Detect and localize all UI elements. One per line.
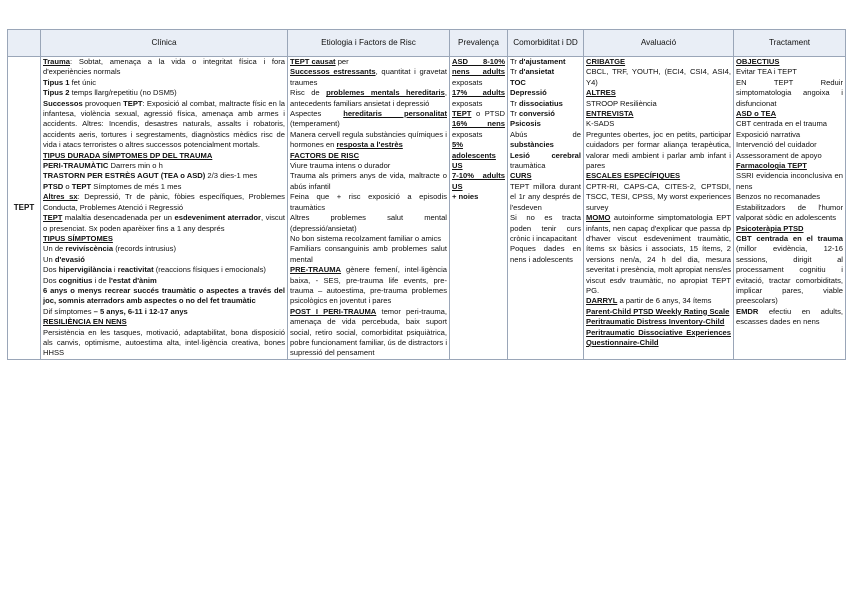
cell-line [510,213,581,244]
cell-line [510,78,581,88]
text-run: , viscut o presenciat. Sx poden aparèixer fins a 1 any després [43,213,285,233]
tractament-cell [734,57,846,360]
text-run: ASD o TEA [736,109,777,119]
text-run: : Depressió, Tr de pànic, fòbies específiques, Problemes Conducta, Problemes Atenció i Regressió [43,192,285,212]
cell-line [736,192,843,202]
text-run: (records intrusius) [113,244,176,254]
text-run: DARRYL [586,296,618,306]
text-run: 7-10% adults US [452,171,505,191]
text-run: hipervigilància [58,265,112,275]
text-run: Successos [43,98,83,108]
text-run: (reaccions físiques i emocionals) [153,265,266,275]
text-run: CBT centrada en el trauma [736,119,828,129]
text-run: Tr [510,109,519,119]
cell-line [586,296,731,306]
text-run: K-SADS [586,119,615,129]
text-run: , antecedents familiars ansietat i depressió [290,88,447,108]
text-run: Psicosis [510,119,541,129]
text-run: Aspectes [290,109,344,119]
cell-line [510,171,581,181]
text-run: – 5 anys, 6-11 i 12-17 anys [93,306,188,316]
header-row [8,30,846,57]
text-run: Trauma [43,57,71,66]
text-run: CBCL, TRF, YOUTH, (ECI4, CSI4, ASI4, Y4) [586,67,731,87]
text-run: traumàtica [510,161,546,171]
text-run: Risc de [290,88,327,98]
text-run: Persistència en les tasques, motivació, adaptabilitat, bona disposició als canvis, optimisme, autoestima alta, intel·ligència creativa, bones HHSS [43,327,285,358]
text-run: TRASTORN PER ESTRÈS AGUT (TEA o ASD) [43,171,206,181]
text-run: l'estat d'ànim [108,275,157,285]
text-run: Exposició narrativa [736,129,801,139]
text-run: Dos [43,275,59,285]
cell-line [586,109,731,119]
text-run: PERI-TRAUMÀTIC [43,161,109,171]
cell-line [586,88,731,98]
text-run: fet únic [69,77,97,87]
text-run: d'evasió [54,254,85,264]
cell-line [736,119,843,129]
cell-line [586,328,731,349]
text-run: exposats [452,77,483,87]
text-run: Lesió cerebral [510,150,581,160]
text-run: Peritraumatic Distress Inventory-Child [586,317,725,327]
text-run: Parent-Child PTSD Weekly Rating Scale [586,306,730,316]
text-run: malaltia desencadenada per un [62,213,175,223]
cell-line [736,203,843,224]
header-comorbiditat: Comorbiditat i DD [508,30,584,57]
text-run: Familiars consanguinis amb problemes salut mental [290,244,447,264]
cell-line [43,286,285,307]
cell-line [290,88,447,109]
text-run: hereditaris personalitat [343,109,447,119]
cell-line [290,213,447,234]
cell-line [510,57,581,67]
cell-line [43,234,285,244]
text-run: Tipus 2 [43,88,70,98]
text-run: o [63,181,72,191]
text-run: Preguntes obertes, joc en petits, participar cuidadors per formar aliança terapèutica, valorar medi ambient i parlar amb infant i pares [586,129,731,171]
cell-line [290,109,447,130]
text-run: Peritraumatic Dissociative Experiences Questionnaire-Child [586,327,731,347]
text-run: d'ajustament [519,57,566,66]
cell-line [510,130,581,151]
text-run: Estabilitzadors de l'humor valporat sòdic en adolescents [736,202,843,223]
cell-line [43,265,285,275]
text-run: per [335,57,349,66]
text-run: Tipus 1 [43,77,70,87]
avaluacio-cell [584,57,734,360]
text-run: autoinforme simptomatologia EPT infants, nen capaç d'explicar que passa dp d'haver viscut esdeveniment traumàtic, ítems sx bàsics i associats, 15 ítems, 2 versions nen/a, 24 h del dia, mesura severitat i presència, molt apropiat nens/es viscut esdv traumàtic, no apropiat TEPT PG. [586,213,731,295]
text-run: ASD 8-10% nens adults [452,57,505,77]
text-run: Trauma als primers anys de vida, maltracte o abús infantil [290,171,447,191]
cell-line [43,317,285,327]
cell-line [510,182,581,213]
cell-line [290,130,447,151]
text-run: Altres sx [43,192,78,202]
text-run: Altres problemes salut mental (depressió/ansietat) [290,213,447,233]
tept-summary-table [7,29,846,360]
cell-line [510,109,581,119]
cell-line [290,171,447,192]
text-run: o PTSD [471,109,505,119]
text-run: (temperament) [290,119,340,129]
row-label: TEPT [8,57,41,360]
cell-line [43,99,285,151]
text-run: TEPT [71,181,92,191]
text-run: OBJECTIUS [736,57,780,66]
cell-line [452,140,505,171]
cell-line [43,161,285,171]
cell-line [290,67,447,88]
text-run: esdeveniment aterrador [174,213,261,223]
cell-line [736,67,843,77]
text-run: RESILIÈNCIA EN NENS [43,317,127,327]
cell-line [43,192,285,213]
text-run: Dos [43,265,59,275]
cell-line [736,78,843,109]
text-run: Viure trauma intens o durador [290,161,391,171]
text-run: Dif símptomes [43,306,94,316]
header-etiologia: Etiologia i Factors de Risc [288,30,450,57]
text-run: conversió [519,109,555,119]
text-run: exposats [452,98,483,108]
cell-line [43,57,285,78]
text-run: , quantitat i gravetat traumes [290,67,447,87]
text-run: 2/3 dies-1 mes [205,171,258,181]
cell-line [43,244,285,254]
text-run: Tr [510,98,519,108]
text-run: efectiu en adults, escasses dades en nens [736,306,843,327]
etiologia-cell [288,57,450,360]
text-run: CPTR-RI, CAPS-CA, CITES-2, CPTSDI, TSCC, TESI, CPSS, My worst experiences survey [586,181,731,212]
text-run: TEPT causat [290,57,336,66]
text-run: ESCALES ESPECÍFIQUES [586,171,681,181]
text-run: 5% adolescents US [452,140,496,171]
header-clinica: Clínica [41,30,288,57]
cell-line [290,57,447,67]
text-run: i de [92,275,109,285]
text-run: Benzos no recomanades [736,192,821,202]
text-run: No bon sistema recolzament familiar o amics [290,233,442,243]
comorbiditat-cell [508,57,584,360]
cell-line [736,109,843,119]
text-run: Successos estressants [290,67,376,77]
text-run: d'ansietat [519,67,555,77]
text-run: resposta a l'estrès [336,140,403,150]
cell-line [290,151,447,161]
cell-line [586,307,731,317]
cell-line [43,182,285,192]
text-run: Intervenció del cuidador [736,140,817,150]
cell-line [586,171,731,181]
cell-line [586,213,731,296]
cell-line [510,88,581,98]
header-blank [8,30,41,57]
text-run: Símptomes de més 1 mes [91,181,182,191]
cell-line [510,119,581,129]
clinica-cell [41,57,288,360]
text-run: Tr [510,67,519,77]
text-run: TEPT [43,213,63,223]
cell-line [736,224,843,234]
text-run: : Sobtat, amenaça a la vida o integritat física i fora d'experiències normals [43,57,285,77]
cell-line [290,234,447,244]
text-run: TOC [510,77,526,87]
text-run: TIPUS DURADA SÍMPTOMES DP DEL TRAUMA [43,150,213,160]
cell-line [586,57,731,67]
text-run: 6 anys o menys recrear succés traumàtic o aspectes a través del joc, somnis aterradors amb aspectes o no del fet traumàtic [43,285,285,306]
text-run: PTSD [43,181,64,191]
text-run: STROOP Resiliència [586,98,657,108]
text-run: + noies [452,192,479,202]
cell-line [586,130,731,172]
cell-line [43,255,285,265]
cell-line [43,213,285,234]
cell-line [586,182,731,213]
text-run: EMDR [736,306,759,316]
cell-line [452,192,505,202]
text-run: Si no es tracta poden tenir curs crònic i incapacitant [510,213,581,243]
text-run: TIPUS SÍMPTOMES [43,233,113,243]
cell-line [510,99,581,109]
text-run: 16% nens [452,119,505,129]
text-run: temps llarg/repetitiu (no DSM5) [69,88,177,98]
text-run: Manera cervell regula substàncies químiques i hormones en [290,129,447,150]
text-run: Poques dades en nens i adolescents [510,244,581,264]
cell-line [736,130,843,140]
cell-line [510,67,581,77]
text-run: temor peri-trauma, amenaça de vida percebuda, baix suport social, retiro social, comorbiditat psiquiàtrica, pobre funcionament familiar, ús de distractors i supressió del pensament [290,306,448,358]
text-run: TEPT [452,109,472,119]
text-run: : Exposició al combat, maltracte físic en la infantesa, violència sexual, agressió física, amenaça amb armes i accidents. Altres: Incendis, desastres naturals, assalts i robatoris, accidents aeris, tortures i segrestaments, diagnòstics mèdics risc de vida i atacs terroristes o altres successos potencialment mortals. [43,98,285,150]
cell-line [43,78,285,88]
text-run: POST I PERI-TRAUMA [290,306,377,316]
text-run: Assessorament de apoyo [736,150,822,160]
cell-line [736,171,843,192]
cell-line [43,328,285,359]
cell-line [43,276,285,286]
cell-line [510,244,581,265]
cell-line [43,171,285,181]
text-run: Un de [43,244,66,254]
text-run: substàncies [510,140,554,150]
text-run: FACTORS DE RISC [290,150,360,160]
text-run: exposats [452,129,483,139]
cell-line [452,57,505,88]
text-run: Abús de [510,129,581,139]
text-run: MOMO [586,213,611,223]
text-run: revivíscència [65,244,114,254]
text-run: PRE-TRAUMA [290,265,342,275]
text-run: provoquen [82,98,124,108]
text-run: gènere femení, intel·ligència baixa, - SES, pre-trauma life events, pre-trauma – autoestima, pre-trauma problemes psicològics en joventut i pares [290,265,447,306]
text-run: i [111,265,118,275]
cell-line [43,88,285,98]
text-run: problemes mentals hereditaris [326,88,445,98]
cell-line [290,265,447,307]
cell-line [586,317,731,327]
cell-line [586,119,731,129]
text-run: CURS [510,171,532,181]
cell-line [290,192,447,213]
cell-line [510,151,581,172]
cell-line [736,161,843,171]
text-run: Depressió [510,88,547,98]
text-run: TEPT [123,98,143,108]
text-run: Farmacologia TEPT [736,161,807,171]
prevalenca-cell [450,57,508,360]
cell-line [586,67,731,88]
header-avaluacio: Avaluació [584,30,734,57]
cell-line [736,234,843,307]
text-run: dissociatius [519,98,563,108]
text-run: EN TEPT Reduir simptomatologia angoixa i disfuncionat [736,77,843,108]
header-tractament: Tractament [734,30,846,57]
cell-line [736,151,843,161]
header-prevalenca: Prevalença [450,30,508,57]
cell-line [452,171,505,192]
cell-line [452,88,505,109]
text-run: ALTRES [586,88,616,98]
cell-line [290,244,447,265]
text-run: Psicoteràpia PTSD [736,223,804,233]
cell-line [736,57,843,67]
tept-row [8,57,846,360]
cell-line [43,151,285,161]
text-run: TEPT millora durant el 1r any després de l'esdeven [510,181,581,212]
text-run: (millor evidència, 12-16 sessions, dirigit al processament cognitiu i evitació, tractar comorbiditats, implicar pares, viable preescolars) [736,244,843,306]
text-run: CBT centrada en el trauma [736,233,843,243]
cell-line [452,109,505,140]
text-run: Un [43,254,55,264]
text-run: 17% adults [452,88,505,98]
text-run: CRIBATGE [586,57,626,66]
text-run: Feina que + risc exposició a episodis traumàtics [290,192,447,212]
cell-line [736,140,843,150]
text-run: SSRI evidencia inconclusiva en nens [736,171,843,191]
cell-line [290,161,447,171]
text-run: a partir de 6 anys, 34 ítems [617,296,712,306]
cell-line [43,307,285,317]
text-run: Tr [510,57,519,66]
text-run: reactivitat [117,265,154,275]
cell-line [586,99,731,109]
text-run: Darrers min o h [108,161,163,171]
text-run: Evitar TEA i TEPT [736,67,797,77]
cell-line [736,307,843,328]
cell-line [290,307,447,359]
text-run: cognitius [58,275,93,285]
text-run: ENTREVISTA [586,109,634,119]
